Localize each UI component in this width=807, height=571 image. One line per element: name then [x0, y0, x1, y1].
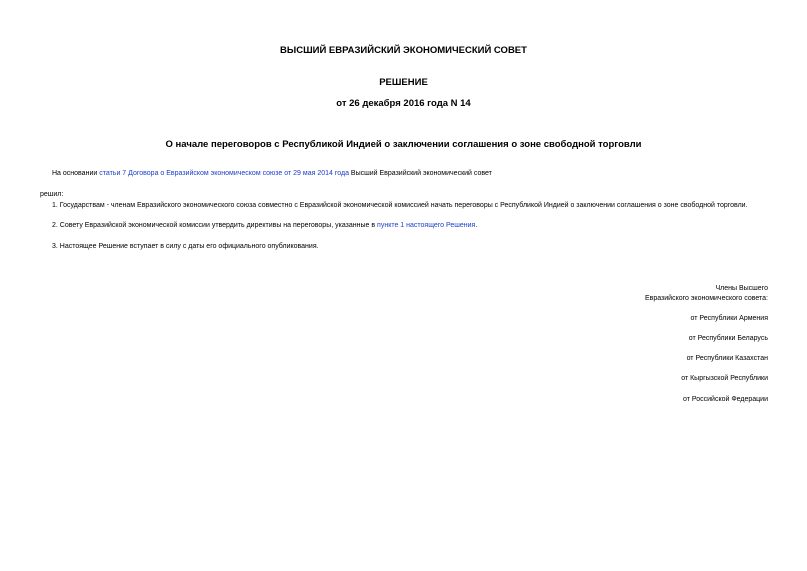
signature-member: от Республики Беларусь [688, 335, 768, 342]
resolution-item-3: 3. Настоящее Решение вступает в силу с даты его официального опубликования. [52, 243, 319, 250]
item-1-reference-link[interactable]: пункте 1 настоящего Решения [377, 222, 476, 229]
resolution-item-2 [52, 222, 477, 229]
signature-member: от Республики Армения [690, 315, 768, 322]
item2-suffix: . [475, 222, 478, 229]
organization-heading: ВЫСШИЙ ЕВРАЗИЙСКИЙ ЭКОНОМИЧЕСКИЙ СОВЕТ [280, 45, 527, 56]
signatures-heading-line1: Члены Высшего [715, 285, 768, 292]
basis-suffix: Высший Евразийский экономический совет [348, 170, 492, 177]
treaty-article-link[interactable]: статьи 7 Договора о Евразийском экономическом союзе от 29 мая 2014 года [99, 170, 349, 177]
basis-paragraph [52, 170, 492, 177]
item2-prefix: 2. Совету Евразийской экономической комиссии утвердить директивы на переговоры, указанные в [52, 222, 378, 229]
document-date-number: от 26 декабря 2016 года N 14 [336, 98, 471, 109]
basis-prefix: На основании [52, 170, 100, 177]
document-kind-heading: РЕШЕНИЕ [379, 77, 428, 88]
signature-member: от Кыргызской Республики [681, 375, 768, 382]
signature-member: от Российской Федерации [682, 396, 768, 403]
resolution-item-1: 1. Государствам - членам Евразийского экономического союза совместно с Евразийской экономической комиссией начать переговоры с Республикой Индией о заключении соглашения о зоне свободной торговли. [52, 202, 748, 209]
signatures-heading-line2: Евразийского экономического совета: [644, 295, 768, 302]
signature-member: от Республики Казахстан [686, 355, 768, 362]
resolved-label: решил: [40, 191, 64, 198]
document-title: О начале переговоров с Республикой Индией о заключении соглашения о зоне свободной торговли [165, 139, 642, 150]
